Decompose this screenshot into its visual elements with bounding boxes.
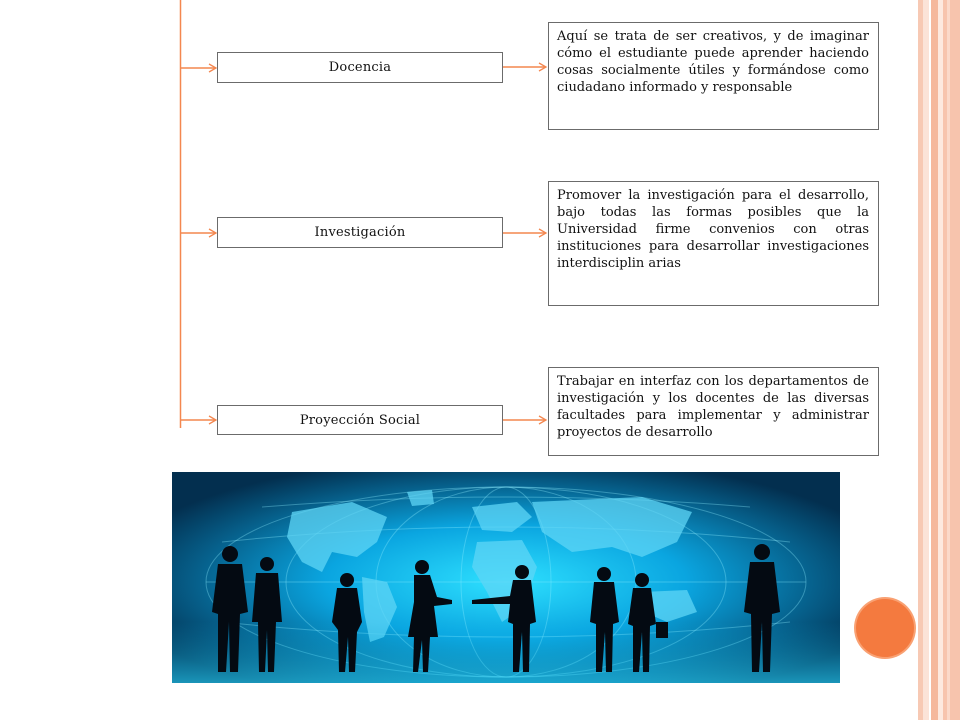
- node-label: Proyección Social: [299, 412, 421, 428]
- node-label: Docencia: [328, 60, 392, 75]
- description-docencia: [548, 22, 879, 130]
- description-proyeccion-social: [548, 367, 879, 456]
- world-map-illustration: [172, 472, 840, 683]
- world-map-image: [172, 472, 840, 683]
- description-investigacion: [548, 181, 879, 306]
- node-proyeccion-social: [217, 405, 503, 435]
- node-investigacion: [217, 217, 503, 248]
- description-text: Aquí se trata de ser creativos, y de imaginar cómo el estudiante puede aprender haciendo cosas socialmente útiles y formándose como ciudadano informado y responsable: [557, 29, 869, 95]
- description-text: Promover la investigación para el desarrollo, bajo todas las formas posibles que la Universidad firme convenios con otras instituciones para desarrollar investigaciones interdisciplin arias: [557, 188, 869, 271]
- accent-circle: [856, 599, 914, 657]
- description-text: Trabajar en interfaz con los departamentos de investigación y los docentes de las diversas facultades para implementar y administrar proyectos de desarrollo: [557, 374, 869, 440]
- node-label: Investigación: [314, 225, 406, 240]
- node-docencia: [217, 52, 503, 83]
